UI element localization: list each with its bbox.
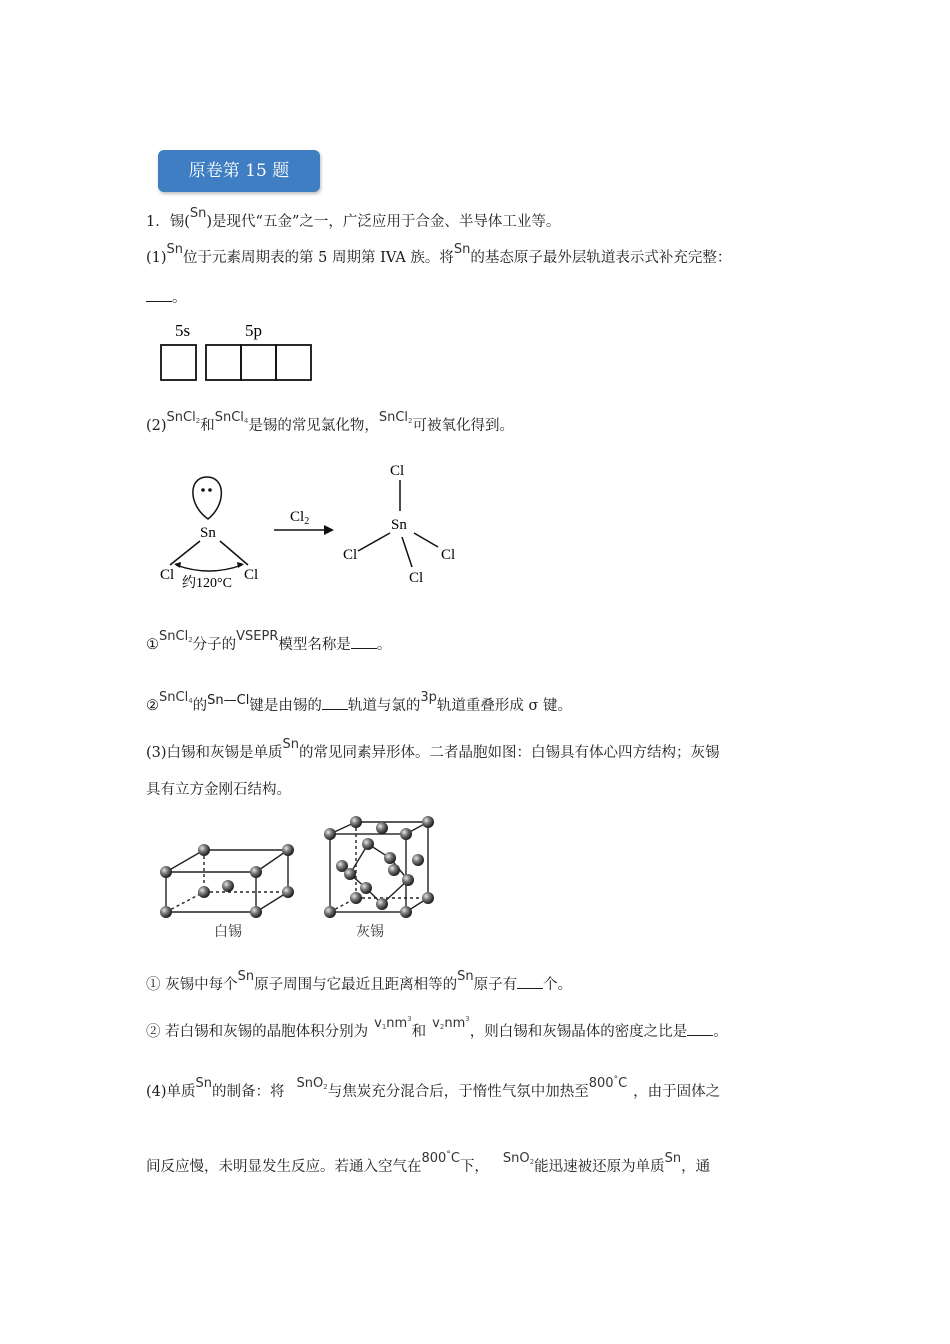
intro-text-b: )是现代“五金”之一，广泛应用于合金、半导体工业等。 [206, 214, 561, 230]
formula-sno2: SnO2 [296, 1076, 328, 1091]
volume-v2: $v2nm^3$ [432, 1015, 470, 1031]
temperature: 800°C [421, 1150, 460, 1166]
formula-sn: Sn [195, 1076, 213, 1091]
bond-line [220, 541, 248, 565]
text: ，由于固体之 [633, 1084, 721, 1100]
text: 下， [459, 1159, 489, 1175]
grey-tin-caption: 灰锡 [356, 924, 384, 940]
orbital-box-5p-2[interactable] [241, 345, 276, 380]
circled-number-2: ② [146, 698, 159, 714]
text: 原子周围与它最近且距离相等的 [254, 977, 458, 993]
formula-sn: Sn [166, 242, 184, 257]
bond-line [414, 533, 438, 547]
formula-sn: Sn [664, 1151, 682, 1166]
text: ，则白锡和灰锡晶体的密度之比是 [469, 1024, 688, 1040]
formula-sncl2: SnCl2 [159, 629, 193, 644]
orbital-diagram [150, 316, 330, 386]
answer-blank[interactable] [146, 287, 172, 302]
part-3-text-cont [146, 780, 291, 800]
bond-sn-cl: Sn—Cl [207, 693, 250, 708]
bond-line [402, 537, 412, 567]
text: 与焦炭充分混合后，于惰性气氛中加热至 [327, 1084, 589, 1100]
text: 分子的 [192, 637, 237, 653]
part-1-text-b: 位于元素周期表的第 5 周期第 IVA 族。将 [183, 250, 454, 266]
text: 和 [411, 1024, 427, 1040]
question-intro [146, 206, 561, 233]
atom-cl: Cl [343, 547, 358, 563]
text: ，通 [681, 1159, 711, 1175]
orbital-5s-label: 5s [175, 321, 191, 340]
text: (3)白锡和灰锡是单质 [146, 745, 283, 761]
lone-pair-lobe [193, 477, 222, 519]
banner-label: 原卷第 15 题 [188, 161, 290, 181]
atom-cl: Cl [409, 570, 424, 586]
orbital-box-5s[interactable] [161, 345, 196, 380]
part-2-text-b: 是锡的常见氯化物， [248, 418, 379, 434]
part-3-text [146, 737, 720, 764]
white-tin-caption: 白锡 [214, 924, 242, 940]
text: 。 [713, 1024, 728, 1040]
formula-sncl2: SnCl2 [378, 410, 413, 425]
part-4-text-cont [146, 1150, 711, 1179]
text: 键是由锡的 [249, 698, 322, 714]
part-1-answer-line [146, 287, 187, 308]
crystal-cells-figure [150, 808, 450, 928]
answer-blank[interactable] [517, 974, 543, 989]
text: 轨道重叠形成 σ 键。 [436, 698, 572, 714]
temperature: 800°C [588, 1075, 628, 1091]
atom-cl: Cl [390, 463, 405, 479]
electron-dot [201, 488, 205, 492]
answer-blank[interactable] [687, 1021, 713, 1036]
and-text: 和 [200, 418, 215, 434]
question-source-banner [158, 150, 320, 192]
reagent-cl2: $Cl_2$ [290, 509, 310, 527]
part-1-text [146, 242, 732, 269]
formula-sn: Sn [457, 969, 474, 984]
text: 的常见同素异形体。二者晶胞如图：白锡具有体心四方结构；灰锡 [299, 745, 720, 761]
angle-arc [176, 565, 242, 571]
atom-cl: Cl [160, 567, 175, 583]
atom-sn: Sn [200, 525, 216, 541]
text: 的制备：将 [212, 1084, 285, 1100]
orbital-box-5p-3[interactable] [276, 345, 311, 380]
part-4-text [146, 1075, 721, 1104]
text: 轨道与氯的 [347, 698, 421, 714]
formula-sncl4: SnCl4 [214, 410, 249, 425]
part-2-text-c: 可被氧化得到。 [412, 418, 515, 434]
angle-arrowhead [237, 562, 244, 568]
formula-sn: Sn [453, 242, 471, 257]
period: 。 [172, 290, 187, 306]
reaction-diagram [150, 455, 480, 595]
vsepr-label: VSEPR [236, 629, 279, 644]
formula-sn: Sn [282, 737, 300, 752]
intro-text-a: 1．锡( [146, 214, 190, 230]
text: 模型名称是 [278, 637, 351, 653]
part-1-text-c: 的基态原子最外层轨道表示式补充完整： [470, 250, 732, 266]
orbital-3p: 3p [420, 690, 437, 705]
text: 的 [192, 698, 208, 714]
part-2-question-2 [146, 690, 572, 718]
text: (4)单质 [146, 1084, 196, 1100]
orbital-box-5p-1[interactable] [206, 345, 241, 380]
orbital-5p-label: 5p [245, 321, 262, 340]
reaction-arrowhead [324, 525, 334, 535]
text: 原子有 [473, 977, 518, 993]
text: 能迅速被还原为单质 [534, 1159, 665, 1175]
text: 间反应慢，未明显发生反应。若通入空气在 [146, 1159, 422, 1175]
formula-sncl2: SnCl2 [166, 410, 201, 425]
bond-line [170, 541, 200, 565]
part-2-question-1 [146, 629, 392, 657]
period: 。 [376, 637, 392, 653]
formula-sn: Sn [237, 969, 255, 984]
atom-sn: Sn [391, 517, 407, 533]
atom-cl: Cl [441, 547, 456, 563]
part-1-number: (1) [146, 250, 167, 266]
part-2-number: (2) [146, 418, 167, 434]
formula-sno2: SnO2 [502, 1151, 535, 1166]
text: 个。 [543, 977, 573, 993]
bond-line [358, 533, 390, 551]
text: ① 灰锡中每个 [146, 977, 238, 993]
text: 具有立方金刚石结构。 [146, 782, 291, 798]
grey-tin-atoms [324, 816, 434, 918]
circled-number-1: ① [146, 637, 159, 653]
text: ② 若白锡和灰锡的晶胞体积分别为 [146, 1024, 369, 1040]
white-tin-atoms [160, 844, 294, 918]
part-3-question-2 [146, 1015, 728, 1044]
electron-dot [208, 488, 212, 492]
volume-v1: $v1nm^3$ [374, 1015, 412, 1031]
answer-blank[interactable] [322, 695, 348, 710]
atom-cl: Cl [244, 567, 259, 583]
bond-angle-label: 约120°C [182, 576, 232, 591]
angle-arrowhead [174, 562, 181, 568]
answer-blank[interactable] [351, 634, 377, 649]
formula-sn: Sn [189, 206, 207, 221]
formula-sncl4: SnCl4 [159, 690, 193, 705]
part-2-text [146, 410, 515, 438]
part-3-question-1 [146, 969, 573, 996]
